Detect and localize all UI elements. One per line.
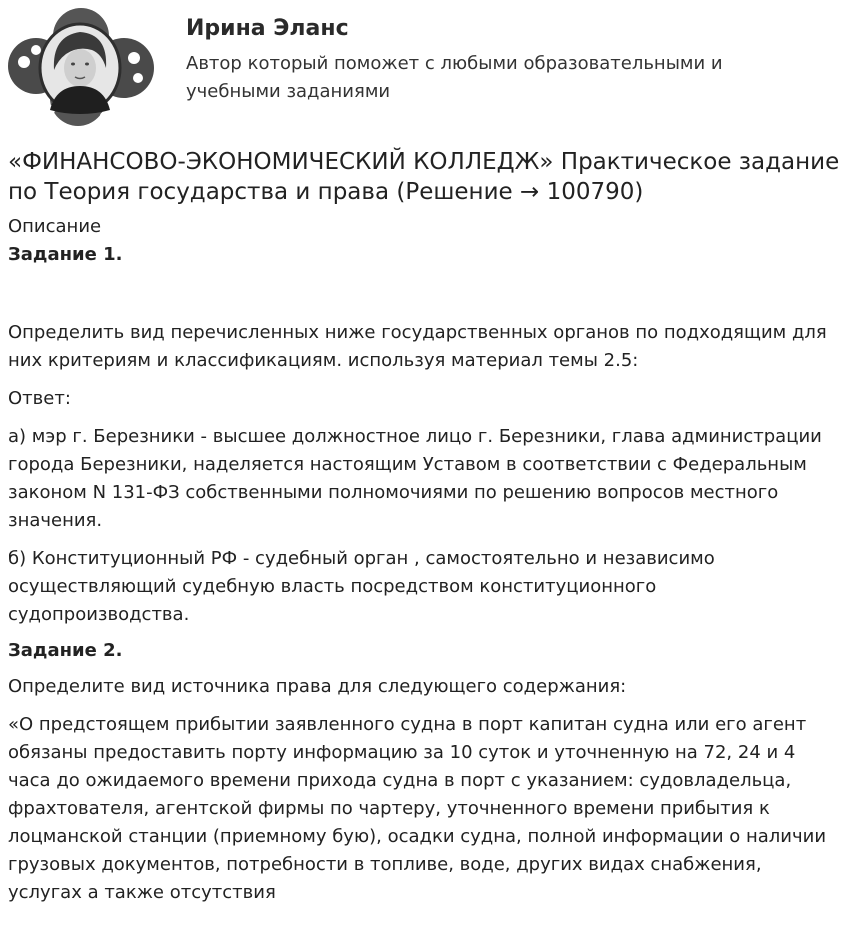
- description-label: Описание: [8, 216, 102, 237]
- author-description: Автор который поможет с любыми образовательными и учебными заданиями: [186, 53, 723, 102]
- task2-intro: Определите вид источника права для следующего содержания:: [8, 676, 627, 697]
- task2-quote: «О предстоящем прибытии заявленного судна в порт капитан судна или его агент обязаны предоставить порту информацию за 10 суток и уточненную на 72, 24 и 4 часа до ожидаемого времени прихода судна в порт с указанием: судовладельца, фрахтователя, агентской фирмы по чартеру, уточненного времени прибытия к лоцманской станции (приемному бую), осадки судна, полной информации о наличии грузовых документов, потребности в топливе, воде, других видах снабжения, услугах а также отсутствия: [8, 714, 827, 903]
- task1-item-b: б) Конституционный РФ - судебный орган , самостоятельно и независимо осуществляющий судебную власть посредством конституционного судопроизводства.: [8, 548, 715, 625]
- author-avatar[interactable]: [6, 6, 156, 128]
- task1-item-a: а) мэр г. Березники - высшее должностное лицо г. Березники, глава администрации города Березники, наделяется настоящим Уставом в соответствии с Федеральным законом N 131-ФЗ собственными полномочиями по решению вопросов местного значения.: [8, 426, 822, 531]
- task1-intro: Определить вид перечисленных ниже государственных органов по подходящим для них критериям и классификациям. используя материал темы 2.5:: [8, 322, 827, 371]
- author-block: [6, 6, 841, 128]
- document-content: [8, 147, 840, 907]
- author-name[interactable]: Ирина Эланс: [186, 16, 349, 41]
- document-title: «ФИНАНСОВО-ЭКОНОМИЧЕСКИЙ КОЛЛЕДЖ» Практическое задание по Теория государства и права (Решение → 100790): [8, 149, 840, 205]
- task1-heading: Задание 1.: [8, 244, 123, 265]
- author-photo: [40, 24, 120, 114]
- task1-answer-label: Ответ:: [8, 388, 71, 409]
- task2-heading: Задание 2.: [8, 640, 123, 661]
